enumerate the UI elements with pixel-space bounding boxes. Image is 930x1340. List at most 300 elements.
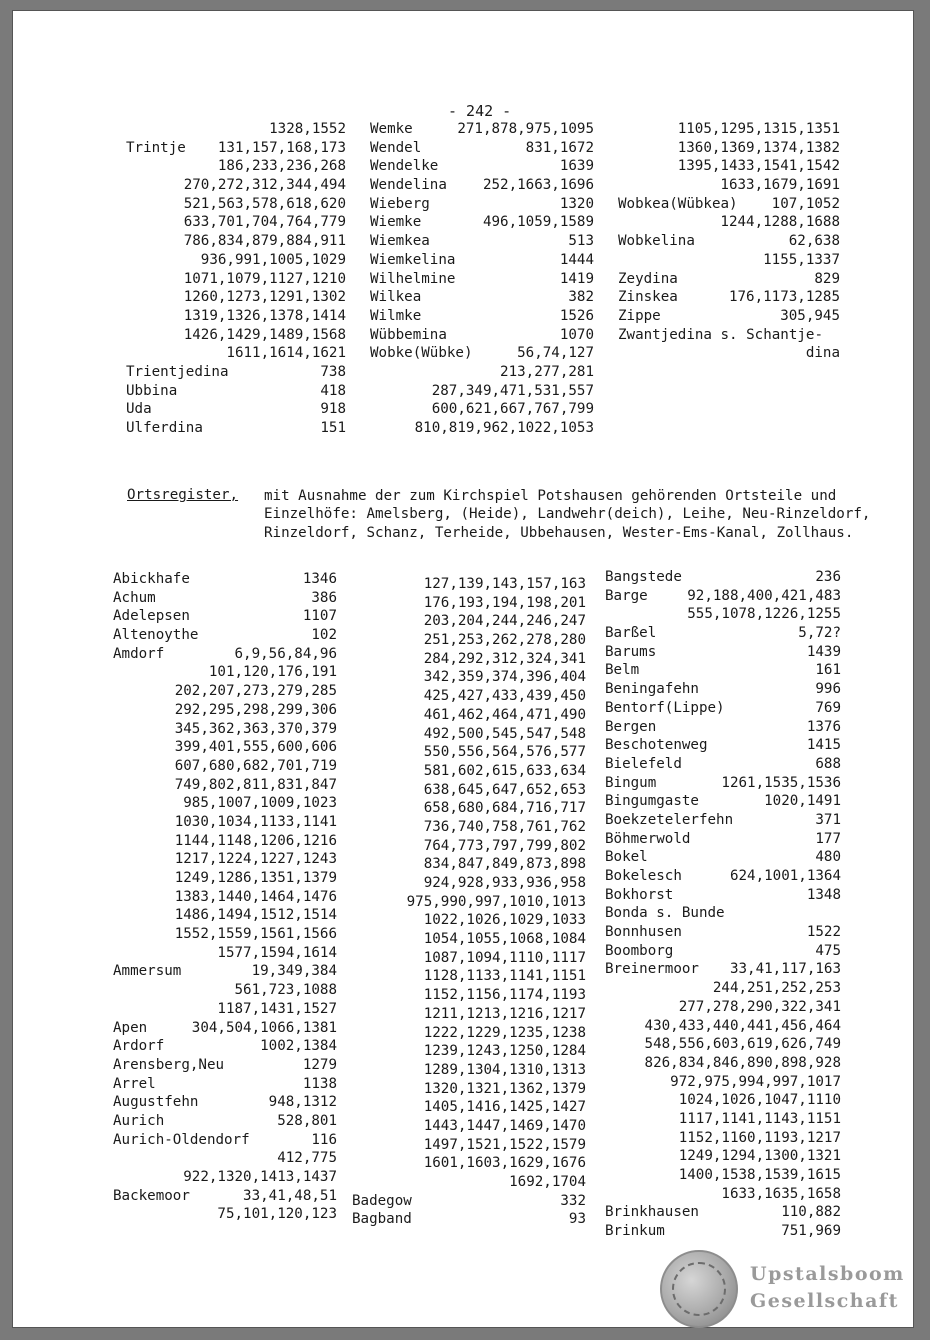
entry-pages: 1497,1521,1522,1579 xyxy=(423,1136,586,1153)
entry-pages: 1071,1079,1127,1210 xyxy=(183,270,346,287)
entry-pages: 1217,1224,1227,1243 xyxy=(174,851,337,868)
entry-name: Breinermoor xyxy=(605,961,699,978)
index-entry xyxy=(352,911,586,930)
index-entry xyxy=(605,755,841,774)
index-entry xyxy=(370,288,594,307)
index-entry xyxy=(352,930,586,949)
index-entry xyxy=(605,1185,841,1204)
index-entry xyxy=(113,701,337,720)
entry-pages: 461,462,464,471,490 xyxy=(423,706,586,723)
entry-pages: 203,204,244,246,247 xyxy=(423,613,586,630)
entry-pages: 624,1001,1364 xyxy=(729,868,841,884)
entry-pages: 948,1312 xyxy=(268,1094,337,1111)
page-number: - 242 - xyxy=(448,102,512,120)
index-entry xyxy=(126,176,346,195)
entry-pages: 305,945 xyxy=(780,307,840,324)
entry-pages: 116 xyxy=(311,1131,337,1148)
entry-name: Boekzetelerfehn xyxy=(605,811,734,828)
entry-pages: 33,41,117,163 xyxy=(729,961,841,978)
entry-pages: 1020,1491 xyxy=(764,793,841,810)
index-entry xyxy=(618,326,840,345)
entry-pages: 561,723,1088 xyxy=(234,982,337,999)
entry-pages: 1692,1704 xyxy=(509,1174,586,1190)
index-entry xyxy=(605,942,841,961)
entry-name: Arrel xyxy=(113,1075,156,1092)
index-entry xyxy=(126,288,346,307)
entry-pages: 1346 xyxy=(302,571,337,587)
index-entry xyxy=(605,661,841,680)
index-entry xyxy=(352,687,586,706)
entry-name: Apen xyxy=(113,1019,148,1036)
entry-name: Wemke xyxy=(370,121,413,137)
entry-pages: 1320 xyxy=(559,195,594,212)
entry-pages: 1405,1416,1425,1427 xyxy=(423,1099,586,1116)
entry-pages: 176,193,194,198,201 xyxy=(423,594,586,611)
index-entry xyxy=(113,981,337,1000)
index-entry xyxy=(370,120,594,139)
entry-pages: 1486,1494,1512,1514 xyxy=(174,907,337,924)
ortsregister-note: mit Ausnahme der zum Kirchspiel Potshausen gehörenden Ortsteile und Einzelhöfe: Amelsberg, (Heide), Landwehr(deich), Leihe, Neu-Rinzeldorf, Rinzeldorf, Schanz, Terheide, Ubbehausen, Wester-Ems-Kanal, Zollhaus. xyxy=(264,488,871,541)
entry-pages: 1383,1440,1464,1476 xyxy=(174,888,337,905)
entry-name: Bokelesch xyxy=(605,868,682,884)
index-entry xyxy=(352,1154,586,1173)
entry-pages: 1152,1160,1193,1217 xyxy=(678,1129,841,1146)
index-entry xyxy=(113,720,337,739)
index-entry xyxy=(113,869,337,888)
entry-pages: 110,882 xyxy=(781,1204,841,1221)
index-entry xyxy=(352,762,586,781)
entry-pages: 332 xyxy=(560,1192,586,1209)
index-entry xyxy=(113,1037,337,1056)
entry-pages: 93 xyxy=(568,1211,586,1228)
entry-pages: 304,504,1066,1381 xyxy=(191,1019,337,1036)
index-entry xyxy=(113,888,337,907)
entry-pages: 213,277,281 xyxy=(500,363,594,380)
index-entry xyxy=(605,1129,841,1148)
index-entry xyxy=(352,1005,586,1024)
index-entry xyxy=(370,195,594,214)
entry-pages: 244,251,252,253 xyxy=(712,980,841,997)
entry-pages: 1601,1603,1629,1676 xyxy=(423,1155,586,1172)
index-entry xyxy=(605,643,841,662)
entry-pages: 924,928,933,936,958 xyxy=(423,875,586,891)
index-entry xyxy=(126,307,346,326)
index-entry xyxy=(370,213,594,232)
logo-line-1: Upstalsboom xyxy=(750,1263,905,1285)
index-entry xyxy=(352,818,586,837)
index-entry xyxy=(605,1091,841,1110)
entry-name: Zinskea xyxy=(618,289,678,306)
entry-name: Bangstede xyxy=(605,569,682,585)
index-entry xyxy=(113,794,337,813)
entry-name: Belm xyxy=(605,662,640,679)
bottom_columns-column-0 xyxy=(113,570,337,1224)
entry-name: Wieberg xyxy=(370,195,430,212)
index-entry xyxy=(352,1024,586,1043)
entry-pages: 972,975,994,997,1017 xyxy=(670,1073,841,1090)
entry-name: Augustfehn xyxy=(113,1094,199,1111)
index-entry xyxy=(605,1203,841,1222)
index-entry xyxy=(126,251,346,270)
index-entry xyxy=(113,663,337,682)
entry-pages: 33,41,48,51 xyxy=(243,1187,337,1204)
index-entry xyxy=(126,195,346,214)
entry-pages: 922,1320,1413,1437 xyxy=(183,1169,337,1185)
index-entry xyxy=(605,1222,841,1241)
index-entry xyxy=(618,344,840,363)
index-entry xyxy=(352,1098,586,1117)
entry-pages: 521,563,578,618,620 xyxy=(183,195,346,212)
index-entry xyxy=(352,1042,586,1061)
index-entry xyxy=(352,743,586,762)
entry-pages: 769 xyxy=(815,699,841,716)
entry-pages: 19,349,384 xyxy=(251,963,337,980)
bottom_columns-column-2 xyxy=(605,568,841,1241)
entry-pages: 107,1052 xyxy=(771,195,840,212)
entry-pages: 127,139,143,157,163 xyxy=(423,576,586,592)
entry-name: Wobkelina xyxy=(618,233,695,250)
entry-pages: 56,74,127 xyxy=(517,345,594,362)
entry-pages: 186,233,236,268 xyxy=(217,158,346,175)
entry-name: Achum xyxy=(113,589,156,606)
entry-pages: 176,1173,1285 xyxy=(728,289,840,306)
entry-pages: 62,638 xyxy=(788,233,840,250)
index-entry xyxy=(370,382,594,401)
entry-name: Aurich-Oldendorf xyxy=(113,1131,250,1148)
index-entry xyxy=(352,1192,586,1211)
index-entry xyxy=(113,1205,337,1224)
entry-pages: 1244,1288,1688 xyxy=(720,214,840,231)
entry-name: Bokel xyxy=(605,849,648,866)
entry-pages: 749,802,811,831,847 xyxy=(174,776,337,793)
entry-name: Bentorf(Lippe) xyxy=(605,699,725,716)
entry-name: Zeydina xyxy=(618,270,678,287)
index-entry xyxy=(605,923,841,942)
index-entry xyxy=(113,925,337,944)
index-entry xyxy=(618,176,840,195)
index-entry xyxy=(113,1075,337,1094)
entry-pages: 1415 xyxy=(806,737,841,754)
index-entry xyxy=(605,1035,841,1054)
entry-pages: 382 xyxy=(568,289,594,306)
entry-pages: 1633,1679,1691 xyxy=(720,177,840,194)
entry-pages: 1443,1447,1469,1470 xyxy=(423,1117,586,1134)
entry-pages: 430,433,440,441,456,464 xyxy=(644,1017,841,1034)
index-entry xyxy=(605,811,841,830)
entry-pages: 1222,1229,1235,1238 xyxy=(423,1024,586,1041)
index-entry xyxy=(370,344,594,363)
entry-pages: 101,120,176,191 xyxy=(208,664,337,681)
entry-pages: 475 xyxy=(815,942,841,959)
entry-pages: 985,1007,1009,1023 xyxy=(183,795,337,812)
index-entry xyxy=(113,1168,337,1187)
entry-pages: 492,500,545,547,548 xyxy=(423,725,586,742)
index-entry xyxy=(605,587,841,606)
index-entry xyxy=(352,837,586,856)
entry-pages: 1360,1369,1374,1382 xyxy=(677,139,840,156)
index-entry xyxy=(113,738,337,757)
index-entry xyxy=(113,1112,337,1131)
entry-pages: dina xyxy=(805,345,840,362)
entry-pages: 371 xyxy=(815,811,841,828)
entry-name: Zwantjedina s. Schantje- xyxy=(618,326,823,343)
index-entry xyxy=(605,680,841,699)
entry-name: Wendel xyxy=(370,139,422,156)
index-entry xyxy=(618,307,840,326)
entry-pages: 1395,1433,1541,1542 xyxy=(677,158,840,175)
entry-pages: 1577,1594,1614 xyxy=(217,944,337,961)
entry-pages: 528,801 xyxy=(277,1112,337,1129)
entry-name: Barums xyxy=(605,643,657,660)
entry-pages: 829 xyxy=(814,270,840,287)
index-entry xyxy=(352,1080,586,1099)
index-entry xyxy=(605,568,841,587)
entry-name: Amdorf xyxy=(113,645,165,662)
entry-name: Brinkum xyxy=(605,1223,665,1240)
entry-pages: 399,401,555,600,606 xyxy=(174,739,337,756)
entry-name: Trintje xyxy=(126,139,186,156)
entry-name: Bielefeld xyxy=(605,755,682,772)
index-entry xyxy=(370,232,594,251)
entry-pages: 418 xyxy=(320,382,346,399)
index-entry xyxy=(126,344,346,363)
entry-pages: 1002,1384 xyxy=(260,1038,337,1055)
entry-name: Wobke(Wübke) xyxy=(370,345,473,362)
index-entry xyxy=(618,195,840,214)
entry-pages: 345,362,363,370,379 xyxy=(174,720,337,737)
top_columns-column-1 xyxy=(370,120,594,438)
index-entry xyxy=(370,307,594,326)
entry-pages: 1260,1273,1291,1302 xyxy=(183,289,346,306)
entry-pages: 1138 xyxy=(302,1075,337,1092)
entry-pages: 1239,1243,1250,1284 xyxy=(423,1043,586,1060)
entry-pages: 1289,1304,1310,1313 xyxy=(423,1061,586,1078)
entry-pages: 786,834,879,884,911 xyxy=(183,233,346,250)
entry-pages: 287,349,471,531,557 xyxy=(431,382,594,399)
index-entry xyxy=(352,575,586,594)
index-entry xyxy=(352,594,586,613)
index-entry xyxy=(113,906,337,925)
index-entry xyxy=(113,776,337,795)
entry-pages: 1526 xyxy=(559,307,594,324)
entry-pages: 284,292,312,324,341 xyxy=(423,650,586,667)
index-entry xyxy=(605,998,841,1017)
entry-name: Wübbemina xyxy=(370,326,447,343)
entry-pages: 581,602,615,633,634 xyxy=(423,762,586,779)
entry-pages: 1639 xyxy=(559,158,594,175)
index-entry xyxy=(352,986,586,1005)
entry-pages: 555,1078,1226,1255 xyxy=(687,606,841,623)
index-entry xyxy=(113,645,337,664)
entry-pages: 1279 xyxy=(302,1056,337,1073)
entry-pages: 1552,1559,1561,1566 xyxy=(174,926,337,943)
entry-pages: 1320,1321,1362,1379 xyxy=(423,1080,586,1097)
entry-pages: 1261,1535,1536 xyxy=(721,774,841,791)
entry-pages: 600,621,667,767,799 xyxy=(431,401,594,418)
entry-name: Badegow xyxy=(352,1192,412,1209)
entry-pages: 633,701,704,764,779 xyxy=(183,214,346,231)
index-entry xyxy=(113,1131,337,1150)
index-entry xyxy=(605,774,841,793)
entry-pages xyxy=(823,326,840,345)
index-entry xyxy=(126,382,346,401)
entry-name: Abickhafe xyxy=(113,571,190,587)
entry-name: Altenoythe xyxy=(113,627,199,644)
index-entry xyxy=(352,1061,586,1080)
entry-name: Wiemkea xyxy=(370,233,430,250)
entry-pages: 342,359,374,396,404 xyxy=(423,669,586,686)
index-entry xyxy=(605,624,841,643)
entry-pages: 513 xyxy=(568,233,594,250)
index-entry xyxy=(126,400,346,419)
top_columns-column-0 xyxy=(126,120,346,438)
entry-name: Wilkea xyxy=(370,289,422,306)
index-entry xyxy=(605,605,841,624)
entry-pages: 5,72? xyxy=(798,625,841,642)
index-entry xyxy=(113,832,337,851)
entry-name: Zippe xyxy=(618,307,661,324)
entry-pages: 202,207,273,279,285 xyxy=(174,683,337,700)
entry-pages: 1105,1295,1315,1351 xyxy=(677,121,840,137)
entry-pages: 251,253,262,278,280 xyxy=(423,632,586,649)
index-entry xyxy=(605,1073,841,1092)
index-entry xyxy=(370,270,594,289)
index-entry xyxy=(370,400,594,419)
entry-pages: 1426,1429,1489,1568 xyxy=(183,326,346,343)
entry-pages: 638,645,647,652,653 xyxy=(423,781,586,798)
index-entry xyxy=(352,612,586,631)
index-entry xyxy=(352,799,586,818)
index-entry xyxy=(370,326,594,345)
entry-pages: 550,556,564,576,577 xyxy=(423,744,586,761)
entry-pages: 1144,1148,1206,1216 xyxy=(174,832,337,849)
entry-pages: 271,878,975,1095 xyxy=(457,121,594,137)
document-page xyxy=(12,10,914,1328)
entry-pages: 1128,1133,1141,1151 xyxy=(423,968,586,985)
entry-pages: 1611,1614,1621 xyxy=(226,345,346,362)
entry-pages: 1211,1213,1216,1217 xyxy=(423,1005,586,1022)
index-entry xyxy=(605,904,841,923)
index-entry xyxy=(113,1000,337,1019)
index-entry xyxy=(370,139,594,158)
index-entry xyxy=(113,1187,337,1206)
entry-pages: 412,775 xyxy=(277,1150,337,1167)
index-entry xyxy=(352,1210,586,1229)
entry-pages: 826,834,846,890,898,928 xyxy=(644,1054,841,1071)
index-entry xyxy=(126,213,346,232)
entry-name: Bingumgaste xyxy=(605,793,699,810)
index-entry xyxy=(113,1056,337,1075)
index-entry xyxy=(352,1136,586,1155)
index-entry xyxy=(618,288,840,307)
entry-name: Wendelina xyxy=(370,177,447,194)
index-entry xyxy=(605,1110,841,1129)
entry-pages: 831,1672 xyxy=(525,139,594,156)
index-entry xyxy=(352,855,586,874)
entry-pages: 1155,1337 xyxy=(763,251,840,268)
entry-pages: 1249,1286,1351,1379 xyxy=(174,870,337,886)
entry-pages: 1107 xyxy=(302,608,337,625)
index-entry xyxy=(605,1054,841,1073)
index-entry xyxy=(618,232,840,251)
entry-pages: 1152,1156,1174,1193 xyxy=(423,987,586,1004)
entry-name: Wiemkelina xyxy=(370,251,456,268)
entry-name: Ubbina xyxy=(126,382,178,399)
ortsregister-heading: Ortsregister, xyxy=(127,487,239,503)
entry-pages xyxy=(725,904,841,923)
entry-pages: 236 xyxy=(815,569,841,585)
index-entry xyxy=(370,176,594,195)
index-entry xyxy=(113,813,337,832)
entry-pages: 102 xyxy=(311,627,337,644)
index-entry xyxy=(370,419,594,438)
entry-pages: 548,556,603,619,626,749 xyxy=(644,1036,841,1053)
entry-pages: 1376 xyxy=(806,718,841,735)
index-entry xyxy=(605,718,841,737)
entry-pages: 480 xyxy=(815,849,841,866)
entry-pages: 496,1059,1589 xyxy=(482,214,594,231)
index-entry xyxy=(352,949,586,968)
index-entry xyxy=(126,270,346,289)
entry-pages: 75,101,120,123 xyxy=(217,1206,337,1223)
index-entry xyxy=(605,867,841,886)
entry-pages: 1249,1294,1300,1321 xyxy=(678,1148,841,1165)
entry-name: Backemoor xyxy=(113,1187,190,1204)
index-entry xyxy=(618,251,840,270)
entry-pages: 810,819,962,1022,1053 xyxy=(414,420,594,436)
index-entry xyxy=(618,270,840,289)
entry-name: Aurich xyxy=(113,1112,165,1129)
entry-pages: 1444 xyxy=(559,251,594,268)
entry-pages: 736,740,758,761,762 xyxy=(423,818,586,835)
index-entry xyxy=(352,706,586,725)
entry-pages: 1522 xyxy=(806,924,841,941)
entry-pages: 1439 xyxy=(806,643,841,660)
entry-pages: 1328,1552 xyxy=(269,121,346,137)
entry-pages: 151 xyxy=(320,420,346,436)
entry-pages: 658,680,684,716,717 xyxy=(423,800,586,817)
entry-name: Bagband xyxy=(352,1211,412,1228)
index-entry xyxy=(113,607,337,626)
entry-name: Trientjedina xyxy=(126,363,229,380)
index-entry xyxy=(113,1149,337,1168)
entry-pages: 277,278,290,322,341 xyxy=(678,998,841,1015)
entry-pages: 425,427,433,439,450 xyxy=(423,688,586,705)
entry-pages: 996 xyxy=(815,681,841,698)
entry-name: Barge xyxy=(605,587,648,604)
index-entry xyxy=(352,781,586,800)
index-entry xyxy=(618,120,840,139)
society-logo xyxy=(660,1250,920,1328)
index-entry xyxy=(126,232,346,251)
index-entry xyxy=(113,944,337,963)
index-entry xyxy=(352,725,586,744)
index-entry xyxy=(126,120,346,139)
index-entry xyxy=(352,668,586,687)
entry-pages: 738 xyxy=(320,363,346,380)
index-entry xyxy=(113,626,337,645)
index-entry xyxy=(605,960,841,979)
index-entry xyxy=(126,363,346,382)
entry-name: Ulferdina xyxy=(126,420,203,436)
entry-pages: 270,272,312,344,494 xyxy=(183,177,346,194)
index-entry xyxy=(605,848,841,867)
entry-name: Barßel xyxy=(605,625,657,642)
entry-pages: 1117,1141,1143,1151 xyxy=(678,1110,841,1127)
entry-name: Wilmke xyxy=(370,307,422,324)
index-entry xyxy=(113,962,337,981)
entry-name: Adelepsen xyxy=(113,608,190,625)
